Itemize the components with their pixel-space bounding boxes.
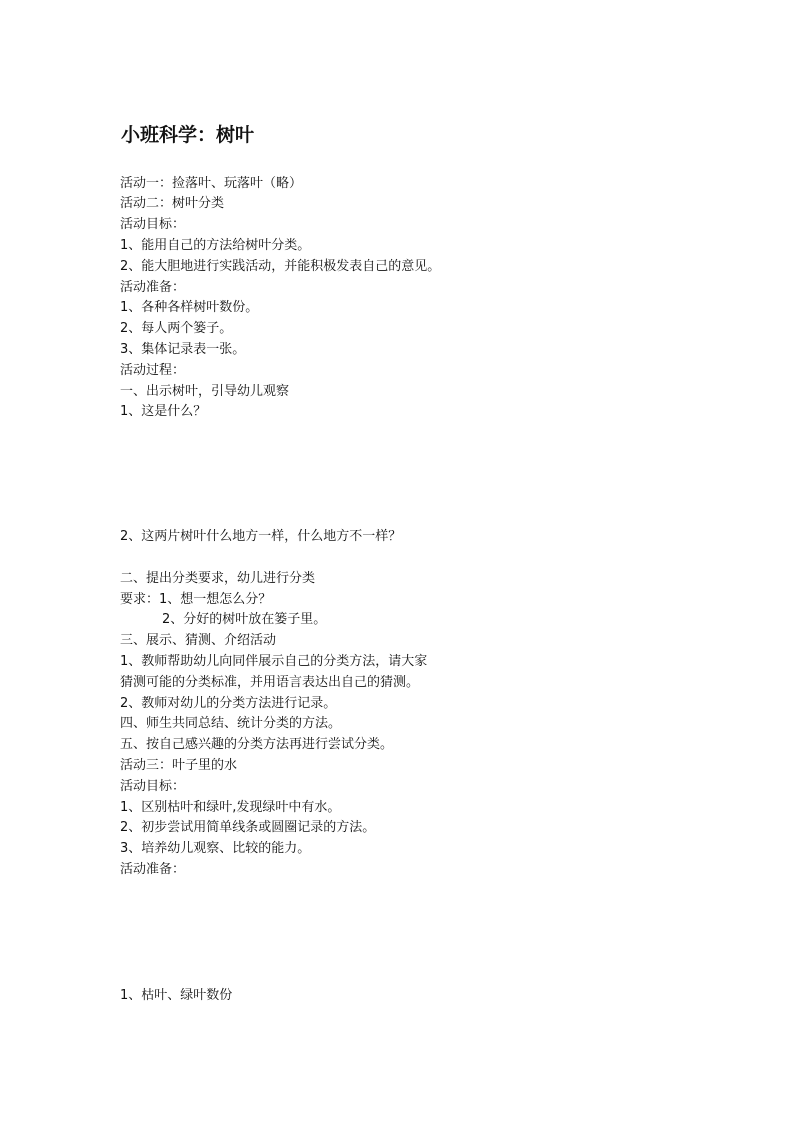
text-line: 3、集体记录表一张。	[120, 342, 246, 357]
text-line: 一、出示树叶，引导幼儿观察	[120, 384, 290, 399]
text-line: 五、按自己感兴趣的分类方法再进行尝试分类。	[120, 737, 394, 752]
text-line: 3、培养幼儿观察、比较的能力。	[120, 841, 311, 856]
text-line: 1、区别枯叶和绿叶,发现绿叶中有水。	[120, 800, 341, 815]
text-line: 二、提出分类要求，幼儿进行分类	[120, 571, 316, 586]
text-line: 1、教师帮助幼儿向同伴展示自己的分类方法，请大家	[120, 654, 428, 669]
text-line: 要求：1、想一想怎么分？	[120, 592, 272, 607]
text-line: 三、展示、猜测、介绍活动	[120, 633, 277, 648]
text-line: 活动准备：	[120, 862, 186, 877]
text-line: 1、各种各样树叶数份。	[120, 300, 259, 315]
document-title: 小班科学：树叶	[121, 124, 255, 146]
text-line: 1、这是什么？	[120, 404, 207, 419]
text-line: 1、枯叶、绿叶数份	[120, 988, 233, 1003]
text-line: 2、能大胆地进行实践活动，并能积极发表自己的意见。	[120, 259, 441, 274]
text-line: 活动目标：	[120, 217, 186, 232]
text-line: 1、能用自己的方法给树叶分类。	[120, 238, 311, 253]
text-line: 2、这两片树叶什么地方一样，什么地方不一样？	[120, 529, 402, 544]
text-line: 2、分好的树叶放在篓子里。	[162, 612, 327, 627]
text-line: 活动准备：	[120, 280, 186, 295]
text-line: 2、初步尝试用简单线条或圆圈记录的方法。	[120, 820, 376, 835]
text-line: 活动二：树叶分类	[120, 196, 225, 211]
text-line: 活动过程：	[120, 363, 186, 378]
text-line: 活动目标：	[120, 779, 186, 794]
text-line: 四、师生共同总结、统计分类的方法。	[120, 716, 342, 731]
text-line: 2、每人两个篓子。	[120, 321, 233, 336]
text-line: 猜测可能的分类标准，并用语言表达出自己的猜测。	[120, 675, 420, 690]
text-line: 活动三：叶子里的水	[120, 758, 238, 773]
text-line: 活动一：捡落叶、玩落叶（略）	[120, 176, 303, 191]
text-line: 2、教师对幼儿的分类方法进行记录。	[120, 696, 337, 711]
